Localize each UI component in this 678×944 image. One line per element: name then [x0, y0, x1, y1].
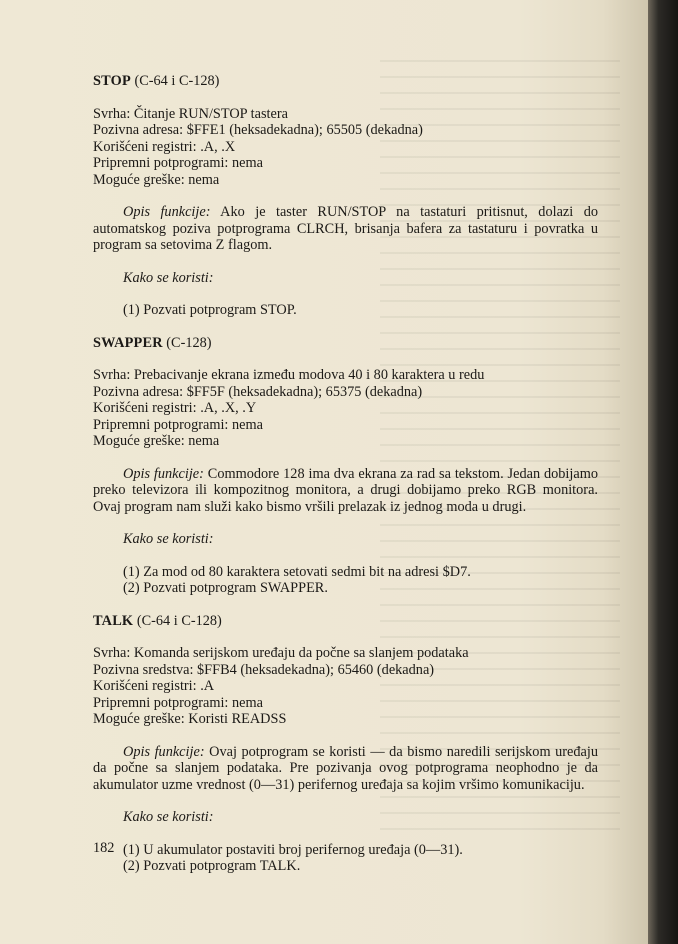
routine-heading	[93, 335, 598, 352]
description-text: Commodore 128 ima dva ekrana za rad sa tekstom. Jedan dobijamo preko televizora ili kompozitnog monitora, a drugi dobijamo preko RGB monitora. Ovaj program nam služi kako bismo vršili prelazak iz jednog moda u drugi.	[93, 465, 598, 515]
property-line: Svrha: Čitanje RUN/STOP tastera	[93, 105, 288, 122]
routine-properties	[93, 367, 598, 450]
routine-heading	[93, 73, 598, 90]
routine-platform: (C-128)	[166, 334, 212, 351]
routine-platform: (C-64 i C-128)	[134, 73, 220, 89]
routine-name: STOP	[93, 73, 131, 89]
usage-step: (1) Pozvati potprogram STOP.	[123, 302, 297, 318]
routine-description	[93, 466, 598, 516]
routine-stop	[93, 73, 598, 319]
usage-steps	[123, 564, 598, 597]
property-line: Moguće greške: nema	[93, 433, 220, 449]
usage-title: Kako se koristi:	[123, 269, 214, 286]
description-text: Ako je taster RUN/STOP na tastaturi pritisnut, dolazi do automatskog poziva potprograma CLRCH, brisanja bafera za tastaturu i povratka u program sa setovima Z flagom.	[93, 204, 598, 253]
property-line: Pripremni potprogrami: nema	[93, 155, 263, 171]
property-line: Svrha: Komanda serijskom uređaju da počne sa slanjem podataka	[93, 645, 469, 661]
page-number: 182	[93, 840, 115, 856]
usage-title: Kako se koristi:	[123, 809, 214, 825]
description-lead: Opis funkcije:	[123, 465, 204, 482]
usage-step: (2) Pozvati potprogram TALK.	[123, 858, 301, 874]
usage-title: Kako se koristi:	[123, 531, 214, 547]
usage-step: (2) Pozvati potprogram SWAPPER.	[123, 580, 328, 596]
book-binding-shadow	[648, 0, 678, 944]
description-text: Ovaj potprogram se koristi — da bismo naredili serijskom uređaju da počne sa slanjem podataka. Pre pozivanja ovog potprograma neophodno je da akumulator uzme vrednost (0—31) perifernog uređaja sa kojim vršimo komunikaciju.	[93, 743, 598, 793]
usage-steps	[123, 302, 598, 319]
usage-step: (1) U akumulator postaviti broj perifernog uređaja (0—31).	[123, 841, 463, 858]
routine-description	[93, 744, 598, 794]
usage-steps	[123, 842, 598, 875]
description-lead: Opis funkcije:	[123, 743, 205, 760]
property-line: Korišćeni registri: .A, .X	[93, 138, 236, 155]
property-line: Moguće greške: nema	[93, 171, 220, 188]
routine-properties	[93, 106, 598, 189]
property-line: Pozivna sredstva: $FFB4 (heksadekadna); 65460 (dekadna)	[93, 661, 435, 678]
routine-swapper	[93, 335, 598, 597]
property-line: Pripremni potprogrami: nema	[93, 694, 263, 711]
routine-properties	[93, 645, 598, 728]
routine-platform: (C-64 i C-128)	[136, 612, 222, 629]
routine-name: TALK	[93, 612, 134, 629]
property-line: Svrha: Prebacivanje ekrana između modova 40 i 80 karaktera u redu	[93, 367, 485, 383]
routine-talk	[93, 613, 598, 875]
usage-step: (1) Za mod od 80 karaktera setovati sedmi bit na adresi $D7.	[123, 563, 471, 580]
property-line: Pripremni potprogrami: nema	[93, 416, 263, 433]
routine-description	[93, 204, 598, 254]
property-line: Moguće greške: Koristi READSS	[93, 711, 287, 727]
property-line: Pozivna adresa: $FF5F (heksadekadna); 65375 (dekadna)	[93, 383, 423, 400]
property-line: Korišćeni registri: .A, .X, .Y	[93, 400, 257, 416]
property-line: Korišćeni registri: .A	[93, 678, 215, 694]
page-content	[93, 73, 598, 875]
property-line: Pozivna adresa: $FFE1 (heksadekadna); 65505 (dekadna)	[93, 122, 423, 138]
routine-name: SWAPPER	[93, 334, 163, 351]
description-lead: Opis funkcije:	[123, 204, 211, 220]
routine-heading	[93, 613, 598, 630]
